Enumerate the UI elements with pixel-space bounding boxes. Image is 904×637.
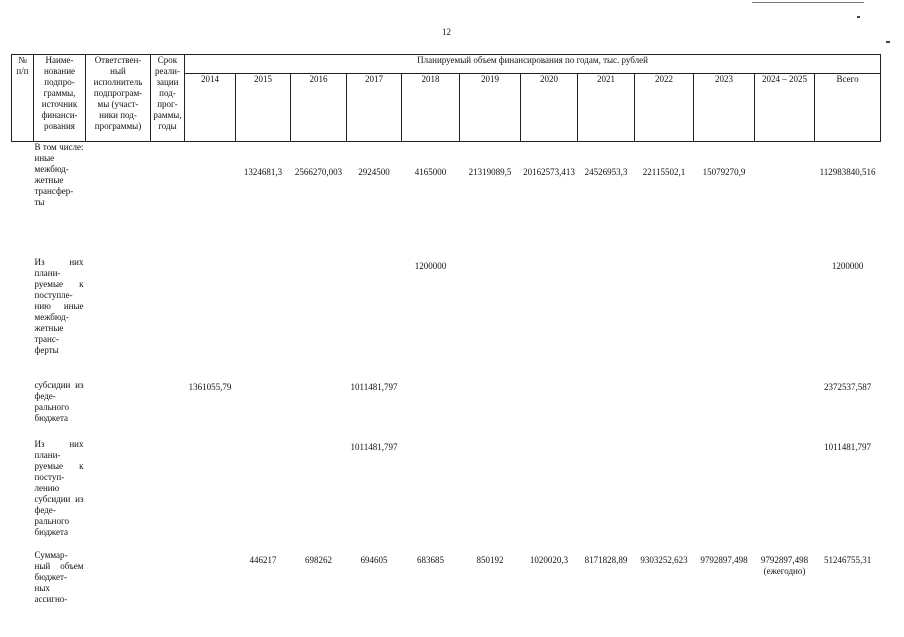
value-cell: 20162573,413 (523, 167, 575, 177)
value-cell (694, 380, 755, 439)
value-cell (578, 380, 635, 439)
value-cell (755, 380, 815, 439)
year-header: 2016 (291, 74, 347, 142)
year-header: 2024 – 2025 (755, 74, 815, 142)
value-cell (635, 439, 694, 550)
value-cell: 4165000 (414, 167, 447, 177)
year-header: 2014 (185, 74, 236, 142)
table-row (12, 550, 881, 637)
header-funding-title: Планируемый объем финансирования по годам, тыс. рублей (185, 55, 881, 74)
scan-artifact-mark (886, 41, 890, 43)
value-cell: 21319089,5 (468, 167, 512, 177)
value-cell (635, 257, 694, 380)
value-cell (460, 439, 521, 550)
value-cell (185, 439, 236, 550)
year-header: 2021 (578, 74, 635, 142)
value-cell (694, 257, 755, 380)
value-cell (755, 257, 815, 380)
total-cell: 1011481,797 (824, 442, 872, 452)
table-row (12, 142, 881, 258)
table-row (12, 439, 881, 550)
value-cell (694, 439, 755, 550)
value-cell (460, 257, 521, 380)
value-cell (347, 257, 402, 380)
value-cell: 9303252,623 (640, 555, 688, 565)
financing-table (11, 54, 881, 637)
row-name: Из них плани- руемые к поступ- лению субсидии из феде- рального бюджета (34, 439, 84, 537)
value-cell (578, 257, 635, 380)
value-text: 9792897,498 (760, 555, 809, 565)
value-cell (291, 257, 347, 380)
value-cell: 2566270,003 (294, 167, 343, 177)
value-cell (521, 257, 578, 380)
value-cell (755, 439, 815, 550)
value-cell (635, 380, 694, 439)
value-cell (291, 380, 347, 439)
value-cell (402, 380, 460, 439)
value-cell (460, 380, 521, 439)
year-header: 2022 (635, 74, 694, 142)
table-row (12, 257, 881, 380)
scan-artifact-top (752, 2, 864, 3)
scan-artifact-dot (857, 16, 860, 18)
value-cell: 1011481,797 (350, 442, 398, 452)
value-cell (578, 439, 635, 550)
value-cell (236, 257, 291, 380)
value-cell: 698262 (305, 555, 332, 565)
value-cell (236, 380, 291, 439)
value-cell: 15079270,9 (702, 167, 746, 177)
row-name: субсидии из феде- рального бюджета (34, 380, 84, 423)
value-cell (185, 550, 236, 637)
value-cell: 694605 (360, 555, 388, 565)
value-cell: 2924500 (358, 167, 390, 177)
value-cell: 1011481,797 (350, 382, 398, 392)
row-name: Суммар- ный объем бюджет- ных ассигно- (34, 550, 84, 604)
total-cell: 112983840,516 (819, 167, 876, 177)
total-cell: 51246755,31 (823, 555, 872, 565)
header-num: № п/п (12, 55, 34, 142)
value-cell: 683685 (417, 555, 444, 565)
year-header: 2017 (347, 74, 402, 142)
value-cell: 446217 (249, 555, 277, 565)
value-cell: 1324681,3 (243, 167, 283, 177)
value-cell (521, 439, 578, 550)
value-cell (291, 439, 347, 550)
total-cell: 1200000 (831, 261, 864, 271)
value-cell: 24526953,3 (584, 167, 628, 177)
header-term: Срок реали- зации под- прог- раммы, годы (151, 55, 185, 142)
value-cell: 850192 (476, 555, 504, 565)
value-cell (755, 142, 815, 258)
year-header: 2018 (402, 74, 460, 142)
year-header: 2019 (460, 74, 521, 142)
total-header: Всего (815, 74, 881, 142)
table-row (12, 380, 881, 439)
year-header: 2023 (694, 74, 755, 142)
value-cell-2024-2025 (755, 550, 815, 637)
row-name: В том числе: иные межбюд- жетные трансфер- ты (34, 142, 84, 207)
value-cell (185, 257, 236, 380)
value-cell: 1020020,3 (529, 555, 569, 565)
value-cell (236, 439, 291, 550)
value-cell (185, 142, 236, 258)
year-header: 2020 (521, 74, 578, 142)
value-cell: 1361055,79 (188, 382, 232, 392)
header-executor: Ответствен- ный исполнитель подпрограм- мы (участ- ники под- программы) (86, 55, 151, 142)
value-cell: 9792897,498 (700, 555, 748, 565)
row-name: Из них плани- руемые к поступле- нию иные межбюд- жетные транс- ферты (34, 257, 84, 355)
annual-note: (ежегодно) (763, 565, 806, 576)
total-cell: 2372537,587 (823, 382, 872, 392)
value-cell: 1200000 (414, 261, 447, 271)
value-cell: 22115502,1 (642, 167, 686, 177)
page-number: 12 (442, 27, 451, 37)
value-cell (402, 439, 460, 550)
value-cell (521, 380, 578, 439)
header-name: Наиме- нование подпро- граммы, источник финанси- рования (34, 55, 86, 142)
year-header: 2015 (236, 74, 291, 142)
value-cell: 8171828,89 (584, 555, 628, 565)
